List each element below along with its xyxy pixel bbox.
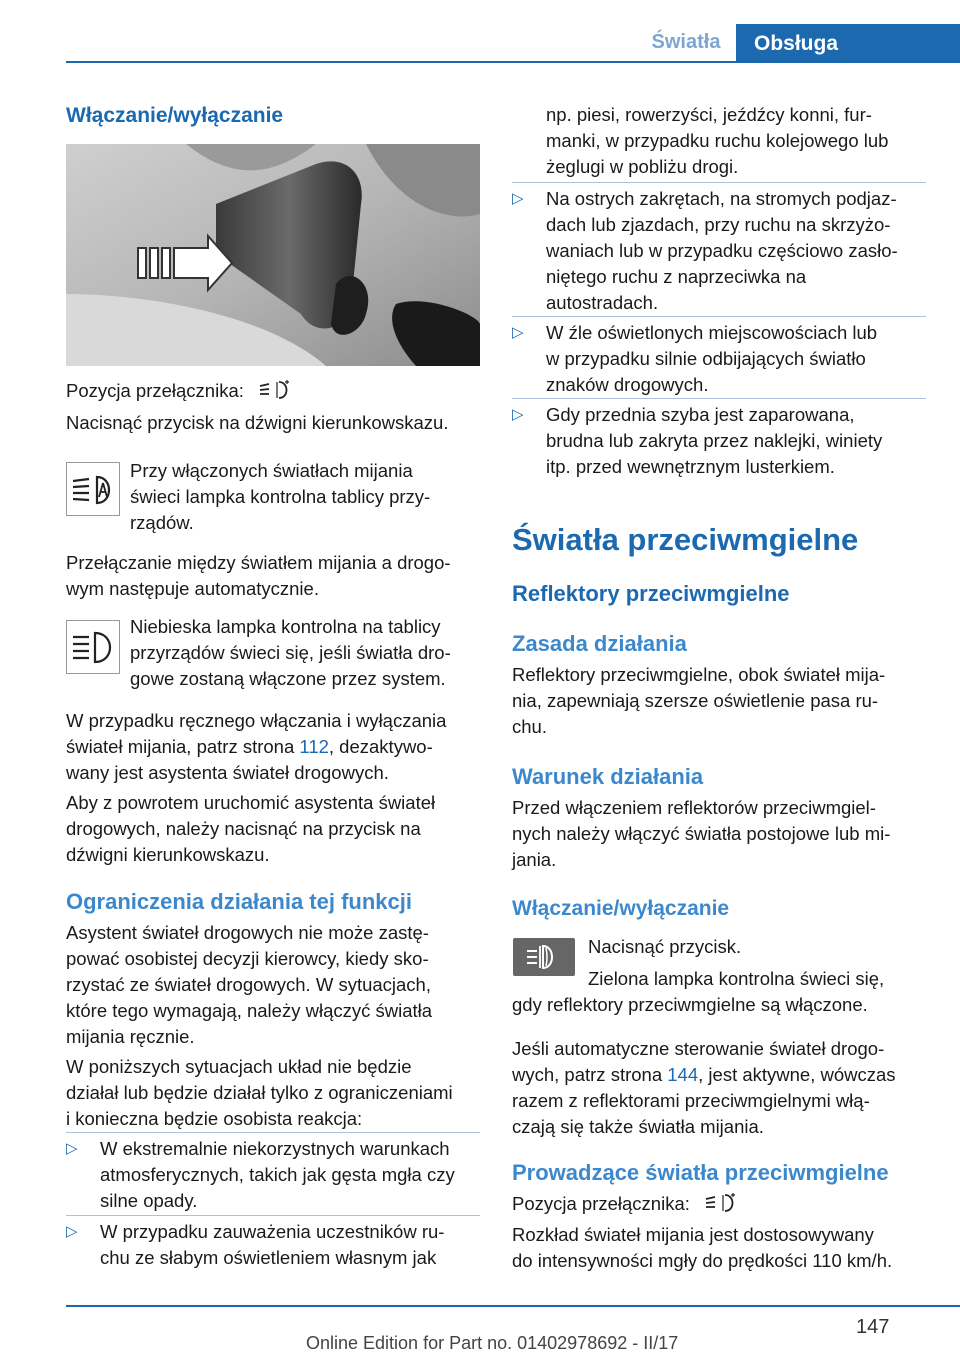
switching-text <box>66 550 451 602</box>
list-separator <box>66 1215 480 1216</box>
text-line: rządów. <box>130 512 194 533</box>
text-line: Na ostrych zakrętach, na stromych podjaz- <box>546 188 897 209</box>
subsection-title-front-fog: Reflektory przeciwmgielne <box>512 581 790 606</box>
text-line: Rozkład świateł mijania jest dostosowywany <box>512 1224 874 1245</box>
manual-switching-text <box>66 708 446 786</box>
condition-text <box>512 795 890 873</box>
text-line: gowe zostaną włączone przez system. <box>130 668 446 689</box>
leading-fog-heading: Prowadzące światła przeciwmgielne <box>512 1160 889 1185</box>
text-line <box>512 1062 896 1088</box>
text-line: manki, w przypadku ruchu kolejowego lub <box>546 130 889 151</box>
bullet-triangle-icon: ▷ <box>512 406 524 423</box>
text-line: znaków drogowych. <box>546 374 709 395</box>
text-line: wym następuje automatycznie. <box>66 578 319 599</box>
list-item <box>66 1136 480 1216</box>
text-line: autostradach. <box>546 292 659 313</box>
text-line: Przed włączeniem reflektorów przeciwmgiel- <box>512 797 876 818</box>
limits-text <box>66 920 432 1050</box>
list-separator <box>512 398 926 399</box>
bullet-triangle-icon: ▷ <box>512 190 524 207</box>
text-line: Reflektory przeciwmgielne, obok świateł mija- <box>512 664 886 685</box>
high-beam-indicator-text <box>130 614 451 692</box>
footer-rule <box>66 1305 960 1307</box>
green-lamp-line2: gdy reflektory przeciwmgielne są włączone. <box>512 994 868 1015</box>
principle-heading: Zasada działania <box>512 631 687 656</box>
text-line: dźwigni kierunkowskazu. <box>66 844 270 865</box>
edition-footer: Online Edition for Part no. 01402978692 - II/17 <box>306 1333 679 1353</box>
text-line: przyrządów świeci się, jeśli światła dro- <box>130 642 451 663</box>
text-line: chu ze słabym oświetleniem własnym jak <box>100 1247 437 1268</box>
fog-light-button-icon <box>513 938 575 976</box>
low-beam-indicator-icon <box>66 462 120 516</box>
text-line: nych należy włączyć światła postojowe lub mi- <box>512 823 891 844</box>
bullet-triangle-icon: ▷ <box>66 1223 78 1240</box>
text-line: jania. <box>512 849 557 870</box>
list-item <box>66 1219 480 1273</box>
high-beam-indicator-icon <box>66 620 120 674</box>
text-line: działał lub będzie działał tylko z ograniczeniami <box>66 1082 453 1103</box>
text-line: Jeśli automatyczne sterowanie świateł drogo- <box>512 1038 885 1059</box>
text-line: W ekstremalnie niekorzystnych warunkach <box>100 1138 450 1159</box>
text-line: razem z reflektorami przeciwmgielnymi włą- <box>512 1090 870 1111</box>
bullet-triangle-icon: ▷ <box>512 324 524 341</box>
text-line: chu. <box>512 716 547 737</box>
text-line: czają się także światła mijania. <box>512 1116 764 1137</box>
green-lamp-line1: Zielona lampka kontrolna świeci się, <box>588 968 885 989</box>
auto-control-text <box>512 1036 896 1140</box>
text-line: atmosferycznych, takich jak gęsta mgła czy <box>100 1164 455 1185</box>
text-line: Niebieska lampka kontrolna na tablicy <box>130 616 441 637</box>
page-link-144[interactable]: 144 <box>667 1064 699 1085</box>
section-heading-onoff: Włączanie/wyłączanie <box>66 104 284 127</box>
press-lever-text: Nacisnąć przycisk na dźwigni kierunkowskazu. <box>66 412 449 433</box>
text-line: do intensywności mgły do prędkości 110 km/h. <box>512 1250 893 1271</box>
lever-photo <box>66 144 480 366</box>
text-line: rzystać ze świateł drogowych. W sytuacjach, <box>66 974 431 995</box>
text-line: silne opady. <box>100 1190 198 1211</box>
limits-heading: Ograniczenia działania tej funkcji <box>66 889 412 914</box>
page-link-112[interactable]: 112 <box>299 736 329 757</box>
text-line: W poniższych sytuacjach układ nie będzie <box>66 1056 412 1077</box>
list-separator <box>66 1132 480 1133</box>
text-line: drogowych, należy nacisnąć na przycisk na <box>66 818 421 839</box>
text-line: brudna lub zakryta przez naklejki, winiety <box>546 430 883 451</box>
switch-position-label: Pozycja przełącznika: <box>66 380 244 401</box>
text-line: Przy włączonych światłach mijania <box>130 460 413 481</box>
list-item <box>512 402 932 482</box>
switch-position-line <box>512 1191 739 1217</box>
principle-text <box>512 662 885 740</box>
header-rule <box>66 61 960 63</box>
text-line: świeci lampka kontrolna tablicy przy- <box>130 486 431 507</box>
text-line: w przypadku silnie odbijających światło <box>546 348 866 369</box>
text-line: pować osobistej decyzji kierowcy, kiedy sko- <box>66 948 429 969</box>
fog-onoff-heading: Włączanie/wyłączanie <box>512 897 730 920</box>
text-fragment: wych, patrz strona <box>512 1064 668 1085</box>
text-line: W źle oświetlonych miejscowościach lub <box>546 322 878 343</box>
press-button-text: Nacisnąć przycisk. <box>588 936 742 957</box>
text-line: i konieczna będzie osobista reakcja: <box>66 1108 363 1129</box>
tab-lights[interactable]: Światła <box>651 31 721 53</box>
text-line: itp. przed wewnętrznym lusterkiem. <box>546 456 835 477</box>
low-beam-indicator-text <box>130 458 430 536</box>
text-line: W przypadku ręcznego włączania i wyłączania <box>66 710 447 731</box>
bullet-triangle-icon: ▷ <box>66 1140 78 1157</box>
bullet-continuation <box>546 102 888 180</box>
text-line: nia, zapewniają szersze oświetlenie pasa ru- <box>512 690 879 711</box>
text-line: waniach lub w przypadku częściowo zasło- <box>546 240 898 261</box>
text-line <box>66 734 446 760</box>
auto-low-beam-icon <box>703 1192 739 1214</box>
section-title-fog-lights: Światła przeciwmgielne <box>512 522 859 557</box>
distribution-text <box>512 1222 892 1274</box>
auto-low-beam-icon <box>257 379 293 401</box>
restart-assistant-text <box>66 790 435 868</box>
text-line: Asystent świateł drogowych nie może zastę- <box>66 922 429 943</box>
text-line: wany jest asystenta świateł drogowych. <box>66 762 389 783</box>
text-line: Aby z powrotem uruchomić asystenta świateł <box>66 792 436 813</box>
text-line: W przypadku zauważenia uczestników ru- <box>100 1221 445 1242</box>
list-item <box>512 186 932 318</box>
text-line: np. piesi, rowerzyści, jeźdźcy konni, fur- <box>546 104 872 125</box>
text-line: Gdy przednia szyba jest zaparowana, <box>546 404 855 425</box>
switch-position-line <box>66 378 293 404</box>
text-line: niętego ruchu z naprzeciwka na <box>546 266 807 287</box>
text-line: mijania ręcznie. <box>66 1026 195 1047</box>
text-line: dach lub zjazdach, przy ruchu na skrzyżo- <box>546 214 891 235</box>
situations-text <box>66 1054 453 1132</box>
list-separator <box>512 316 926 317</box>
list-separator <box>512 182 926 183</box>
page-number: 147 <box>856 1316 890 1338</box>
switch-position-label: Pozycja przełącznika: <box>512 1193 690 1214</box>
text-line: żeglugi w pobliżu drogi. <box>546 156 739 177</box>
text-fragment: , jest aktywne, wówczas <box>698 1064 896 1085</box>
condition-heading: Warunek działania <box>512 764 704 789</box>
list-item <box>512 320 932 400</box>
text-line: które tego wymagają, należy włączyć światła <box>66 1000 433 1021</box>
text-fragment: świateł mijania, patrz strona <box>66 736 300 757</box>
text-line: Przełączanie między światłem mijania a drogo- <box>66 552 451 573</box>
text-fragment: , dezaktywo- <box>328 736 433 757</box>
tab-operation[interactable]: Obsługa <box>736 24 960 63</box>
